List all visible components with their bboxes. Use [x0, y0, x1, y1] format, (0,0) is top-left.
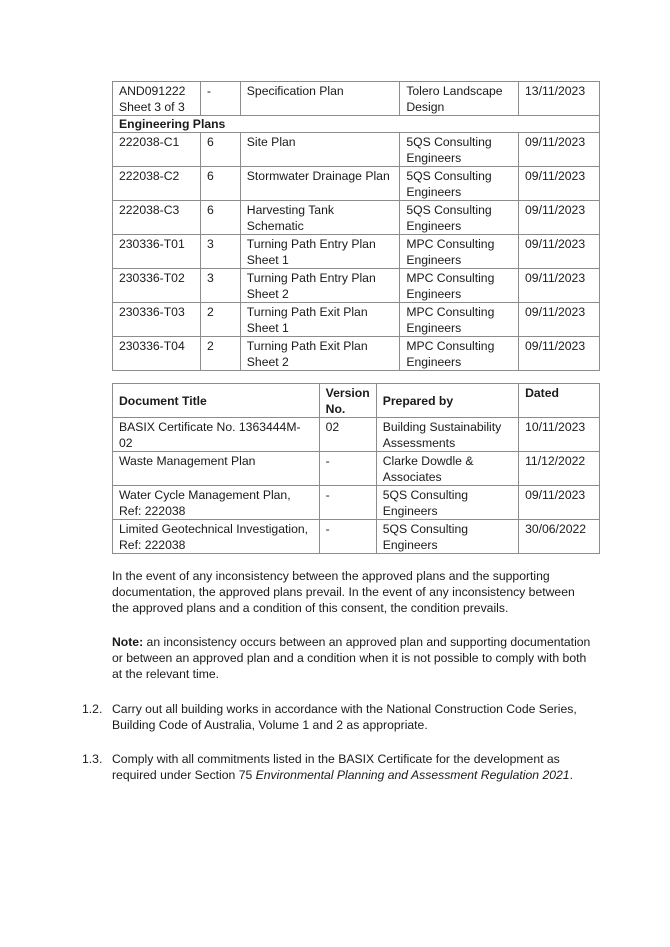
document-title: Water Cycle Management Plan, Ref: 222038: [113, 486, 320, 520]
document-title: Limited Geotechnical Investigation, Ref: 222038: [113, 520, 320, 554]
document-version: 02: [319, 418, 376, 452]
plan-number: 222038-C2: [113, 167, 201, 201]
document-prepared-by: 5QS Consulting Engineers: [376, 520, 518, 554]
plan-number: 222038-C3: [113, 201, 201, 235]
plan-prepared-by: MPC Consulting Engineers: [400, 337, 519, 371]
document-dated: 30/06/2022: [519, 520, 600, 554]
plan-title: Turning Path Entry Plan Sheet 2: [240, 269, 400, 303]
document-prepared-by: Building Sustainability Assessments: [376, 418, 518, 452]
plan-prepared-by: MPC Consulting Engineers: [400, 235, 519, 269]
plan-title: Turning Path Exit Plan Sheet 1: [240, 303, 400, 337]
plan-revision: 6: [200, 201, 240, 235]
plan-prepared-by: MPC Consulting Engineers: [400, 269, 519, 303]
plan-number: 230336-T02: [113, 269, 201, 303]
note-label: Note:: [112, 635, 144, 649]
table-row: [113, 82, 600, 116]
condition-text: [112, 751, 592, 783]
plan-revision: 6: [200, 167, 240, 201]
note-text: an inconsistency occurs between an approved plan and supporting documentation or between an approved plan and a condition when it is not possible to comply with both at the relevant time.: [112, 635, 591, 681]
table-row: [113, 337, 600, 371]
plan-prepared-by: MPC Consulting Engineers: [400, 303, 519, 337]
inconsistency-paragraph: In the event of any inconsistency between the approved plans and the supporting documentation, the approved plans prevail. In the event of any inconsistency between the approved plans and a condition of this consent, the condition prevails.: [112, 569, 575, 615]
plan-date: 09/11/2023: [519, 201, 600, 235]
plan-revision: -: [200, 82, 240, 116]
plan-title: Harvesting Tank Schematic: [240, 201, 400, 235]
plan-number: AND091222 Sheet 3 of 3: [113, 82, 201, 116]
plan-date: 09/11/2023: [519, 303, 600, 337]
plan-title: Specification Plan: [240, 82, 400, 116]
plan-number: 230336-T01: [113, 235, 201, 269]
condition-number: 1.2.: [82, 702, 103, 716]
plan-prepared-by: 5QS Consulting Engineers: [400, 133, 519, 167]
plan-title: Turning Path Exit Plan Sheet 2: [240, 337, 400, 371]
plan-title: Stormwater Drainage Plan: [240, 167, 400, 201]
table-row: [113, 452, 600, 486]
document-dated: 09/11/2023: [519, 486, 600, 520]
column-header-version: Version No.: [319, 384, 376, 418]
table-row: [113, 418, 600, 452]
plan-title: Site Plan: [240, 133, 400, 167]
plan-revision: 6: [200, 133, 240, 167]
column-header-dated: Dated: [519, 384, 600, 418]
plan-date: 13/11/2023: [519, 82, 600, 116]
document-version: -: [319, 452, 376, 486]
section-heading: Engineering Plans: [113, 116, 600, 133]
plan-revision: 2: [200, 303, 240, 337]
plan-prepared-by: 5QS Consulting Engineers: [400, 167, 519, 201]
approved-plans-table: [112, 81, 600, 371]
plan-date: 09/11/2023: [519, 133, 600, 167]
plan-number: 222038-C1: [113, 133, 201, 167]
plan-date: 09/11/2023: [519, 337, 600, 371]
table-row: [113, 303, 600, 337]
plan-prepared-by: 5QS Consulting Engineers: [400, 201, 519, 235]
section-heading-row: [113, 116, 600, 133]
document-version: -: [319, 520, 376, 554]
supporting-documents-table: [112, 383, 600, 554]
plan-prepared-by: Tolero Landscape Design: [400, 82, 519, 116]
plan-number: 230336-T04: [113, 337, 201, 371]
plan-title: Turning Path Entry Plan Sheet 1: [240, 235, 400, 269]
condition-text-main: Comply with all commitments listed in the BASIX Certificate for the development as required under Section 75: [112, 752, 560, 782]
table-header-row: [113, 384, 600, 418]
document-title: BASIX Certificate No. 1363444M-02: [113, 418, 320, 452]
document-dated: 10/11/2023: [519, 418, 600, 452]
column-header-document-title: Document Title: [113, 384, 320, 418]
plan-revision: 2: [200, 337, 240, 371]
table-row: [113, 486, 600, 520]
table-row: [113, 520, 600, 554]
condition-text: Carry out all building works in accordance with the National Construction Code Series, Building Code of Australia, Volume 1 and 2 as appropriate.: [112, 702, 577, 732]
document-version: -: [319, 486, 376, 520]
table-row: [113, 201, 600, 235]
plan-revision: 3: [200, 269, 240, 303]
document-dated: 11/12/2022: [519, 452, 600, 486]
document-title: Waste Management Plan: [113, 452, 320, 486]
table-row: [113, 269, 600, 303]
condition-text-end: .: [569, 768, 573, 782]
plan-date: 09/11/2023: [519, 167, 600, 201]
note-paragraph: [112, 634, 592, 682]
document-prepared-by: 5QS Consulting Engineers: [376, 486, 518, 520]
condition-number: 1.3.: [82, 752, 103, 766]
table-row: [113, 133, 600, 167]
column-header-prepared-by: Prepared by: [376, 384, 518, 418]
table-row: [113, 235, 600, 269]
plan-date: 09/11/2023: [519, 269, 600, 303]
plan-revision: 3: [200, 235, 240, 269]
document-prepared-by: Clarke Dowdle & Associates: [376, 452, 518, 486]
plan-number: 230336-T03: [113, 303, 201, 337]
plan-date: 09/11/2023: [519, 235, 600, 269]
table-row: [113, 167, 600, 201]
regulation-title: Environmental Planning and Assessment Regulation 2021: [255, 768, 570, 782]
